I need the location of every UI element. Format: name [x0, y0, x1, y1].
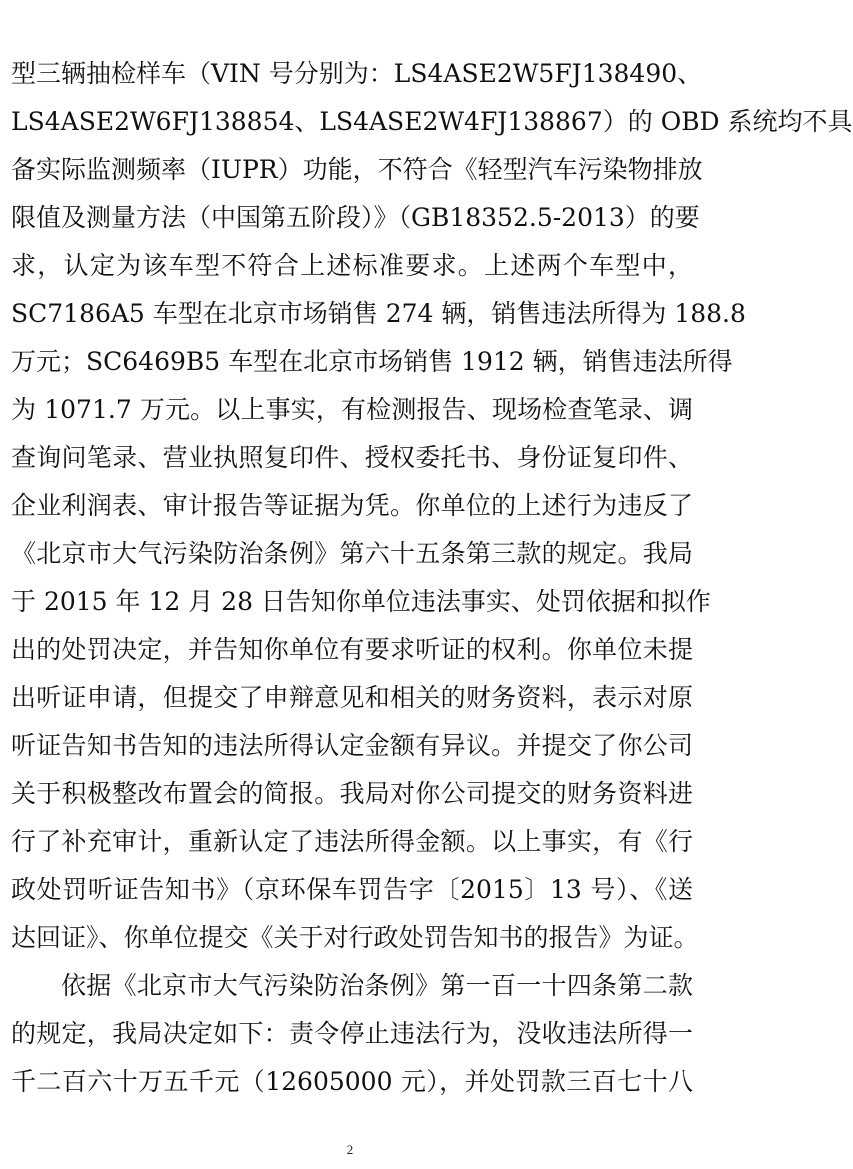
text-line: 达回证》、你单位提交《关于对行政处罚告知书的报告》为证。 [11, 923, 699, 952]
text-line: 听证告知书告知的违法所得认定金额有异议。并提交了你公司 [11, 731, 693, 760]
text-line: 出听证申请，但提交了申辩意见和相关的财务资料，表示对原 [11, 683, 693, 712]
document-body [11, 50, 853, 1106]
text-line: 《北京市大气污染防治条例》第六十五条第三款的规定。我局 [11, 539, 693, 568]
text-line: 于 2015 年 12 月 28 日告知你单位违法事实、处罚依据和拟作 [11, 587, 711, 616]
text-line: 万元；SC6469B5 车型在北京市场销售 1912 辆，销售违法所得 [11, 347, 733, 376]
text-line: 限值及测量方法（中国第五阶段）》（GB18352.5-2013）的要 [11, 203, 700, 232]
text-line: 求，认定为该车型不符合上述标准要求。上述两个车型中， [11, 251, 693, 280]
text-line: 查询问笔录、营业执照复印件、授权委托书、身份证复印件、 [11, 443, 693, 472]
text-line: 备实际监测频率（IUPR）功能，不符合《轻型汽车污染物排放 [11, 155, 703, 184]
text-line: 行了补充审计，重新认定了违法所得金额。以上事实，有《行 [11, 827, 693, 856]
page-number: 2 [346, 1142, 354, 1157]
text-line: 千二百六十万五千元（12605000 元），并处罚款三百七十八 [11, 1067, 693, 1096]
text-line: 政处罚听证告知书》（京环保车罚告字〔2015〕13 号）、《送 [11, 875, 693, 904]
text-line: 出的处罚决定，并告知你单位有要求听证的权利。你单位未提 [11, 635, 693, 664]
text-line: 为 1071.7 万元。以上事实，有检测报告、现场检查笔录、调 [11, 395, 693, 424]
text-line: 关于积极整改布置会的简报。我局对你公司提交的财务资料进 [11, 779, 693, 808]
text-line: 企业利润表、审计报告等证据为凭。你单位的上述行为违反了 [11, 491, 693, 520]
text-line: 的规定，我局决定如下：责令停止违法行为，没收违法所得一 [11, 1019, 693, 1048]
text-line: 型三辆抽检样车（VIN 号分别为：LS4ASE2W5FJ138490、 [11, 59, 703, 88]
text-line: LS4ASE2W6FJ138854、LS4ASE2W4FJ138867）的 OBD 系统均不具 [11, 107, 853, 136]
paragraph-start-line: 依据《北京市大气污染防治条例》第一百一十四条第二款 [61, 971, 693, 1000]
text-line: SC7186A5 车型在北京市场销售 274 辆，销售违法所得为 188.8 [11, 299, 746, 328]
